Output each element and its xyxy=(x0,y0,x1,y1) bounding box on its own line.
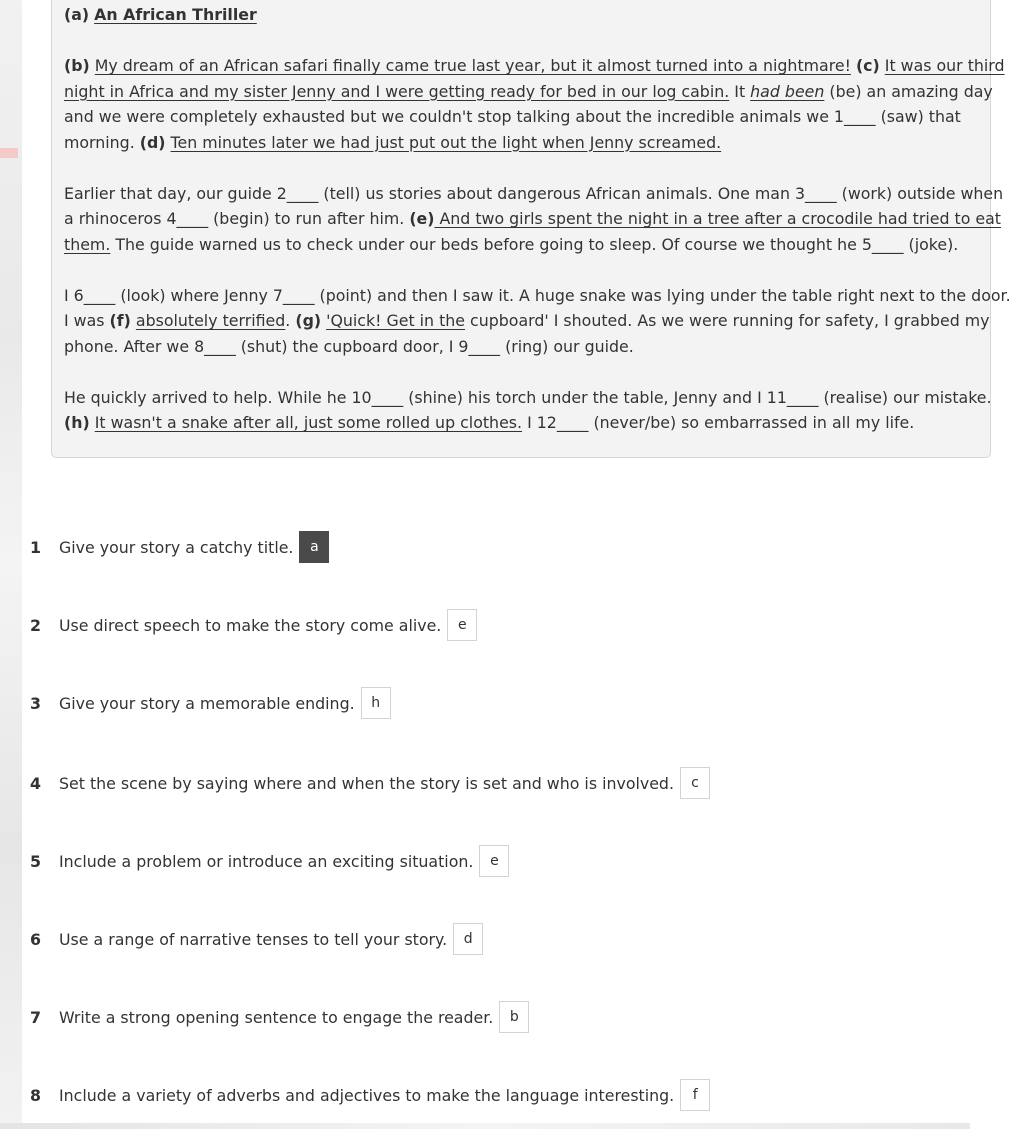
task-text: Use a range of narrative tenses to tell your story. xyxy=(59,929,448,949)
task-number: 6 xyxy=(30,929,41,949)
task-text: Use direct speech to make the story come alive. xyxy=(59,615,442,635)
para3-line3: phone. After we 8____ (shut) the cupboard door, I 9____ (ring) our guide. xyxy=(64,336,634,356)
task-text: Set the scene by saying where and when the story is set and who is involved. xyxy=(59,773,674,793)
tense-sentence: Ten minutes later we had just put out the light when Jenny screamed. xyxy=(170,132,722,152)
marker-d: (d) xyxy=(139,132,166,152)
marker-h: (h) xyxy=(64,413,90,432)
answer-box[interactable]: f xyxy=(680,1079,710,1111)
para1-line3: and we were completely exhausted but we couldn't stop talking about the incredible animals we 1____ (saw) that xyxy=(64,107,961,126)
task-number: 8 xyxy=(30,1085,41,1105)
left-accent-tick xyxy=(0,148,18,158)
para1-line4 xyxy=(64,130,970,156)
task-item xyxy=(30,922,483,956)
para1-text: morning. xyxy=(64,132,135,152)
task-text: Give your story a catchy title. xyxy=(59,537,294,557)
para2-line3 xyxy=(64,232,970,258)
para1-line1 xyxy=(64,53,1005,79)
para1-text: (be) an amazing day xyxy=(829,81,993,101)
problem-sentence-part1: And two girls spent the night in a tree after a crocodile had tried to eat xyxy=(434,209,1001,228)
task-item xyxy=(30,844,509,878)
para2-text: a rhinoceros 4____ (begin) to run after him. xyxy=(64,209,405,228)
para3-line2 xyxy=(64,308,990,334)
task-item xyxy=(30,1078,710,1112)
answer-box[interactable]: b xyxy=(499,1001,529,1033)
task-item xyxy=(30,686,391,720)
title-marker: (a) xyxy=(64,5,90,24)
story-title: An African Thriller xyxy=(94,5,257,24)
example-verb: had been xyxy=(750,81,825,101)
scene-sentence-part2: night in Africa and my sister Jenny and I were getting ready for bed in our log cabin. xyxy=(64,81,730,101)
para1-text: It xyxy=(734,81,746,101)
marker-e: (e) xyxy=(409,209,435,228)
marker-c: (c) xyxy=(855,56,880,75)
answer-box[interactable]: e xyxy=(479,845,509,877)
marker-b: (b) xyxy=(64,56,90,75)
task-number: 1 xyxy=(30,537,41,557)
story-text xyxy=(64,0,1011,436)
task-text: Give your story a memorable ending. xyxy=(59,693,355,713)
scene-sentence-part1: It was our third xyxy=(884,56,1005,75)
para4-text: I 12____ (never/be) so embarrassed in all my life. xyxy=(527,413,915,432)
answer-box[interactable]: d xyxy=(453,923,483,955)
para2-line2 xyxy=(64,206,1001,232)
opening-sentence: My dream of an African safari finally came true last year, but it almost turned into a nightmare! xyxy=(94,56,851,75)
answer-box[interactable]: a xyxy=(299,531,329,563)
task-number: 3 xyxy=(30,693,41,713)
bottom-background-strip xyxy=(0,1123,970,1129)
task-text: Write a strong opening sentence to engage the reader. xyxy=(59,1007,494,1027)
problem-sentence-part2: them. xyxy=(64,234,111,254)
para3-line1: I 6____ (look) where Jenny 7____ (point) and then I saw it. A huge snake was lying under the table right next to the door. xyxy=(64,285,1011,305)
para2-text: The guide warned us to check under our beds before going to sleep. Of course we thought he 5____ (joke). xyxy=(115,234,959,254)
adverb-adjective-phrase: absolutely terrified xyxy=(135,311,286,330)
ending-sentence: It wasn't a snake after all, just some rolled up clothes. xyxy=(94,413,523,432)
story-title-line xyxy=(64,2,970,28)
marker-f: (f) xyxy=(109,311,131,330)
task-item xyxy=(30,608,477,642)
para4-line1: He quickly arrived to help. While he 10____ (shine) his torch under the table, Jenny and I 11____ (realise) our mistake. xyxy=(64,387,992,407)
task-text: Include a problem or introduce an exciting situation. xyxy=(59,851,474,871)
para1-line2 xyxy=(64,79,993,105)
para3-text: . xyxy=(285,311,291,330)
direct-speech: 'Quick! Get in the xyxy=(326,311,466,330)
task-number: 4 xyxy=(30,773,41,793)
task-number: 7 xyxy=(30,1007,41,1027)
answer-box[interactable]: c xyxy=(680,767,710,799)
para2-line1: Earlier that day, our guide 2____ (tell) us stories about dangerous African animals. One man 3____ (work) outside when xyxy=(64,183,1004,203)
task-item xyxy=(30,766,710,800)
para4-line2 xyxy=(64,410,970,436)
left-background-strip xyxy=(0,0,22,1129)
para3-text: cupboard' I shouted. As we were running for safety, I grabbed my xyxy=(470,311,990,330)
task-text: Include a variety of adverbs and adjectives to make the language interesting. xyxy=(59,1085,675,1105)
task-item xyxy=(30,1000,529,1034)
task-item xyxy=(30,530,329,564)
marker-g: (g) xyxy=(295,311,322,330)
answer-box[interactable]: e xyxy=(447,609,477,641)
para3-text: I was xyxy=(64,311,105,330)
task-number: 5 xyxy=(30,851,41,871)
task-number: 2 xyxy=(30,615,41,635)
answer-box[interactable]: h xyxy=(361,687,391,719)
